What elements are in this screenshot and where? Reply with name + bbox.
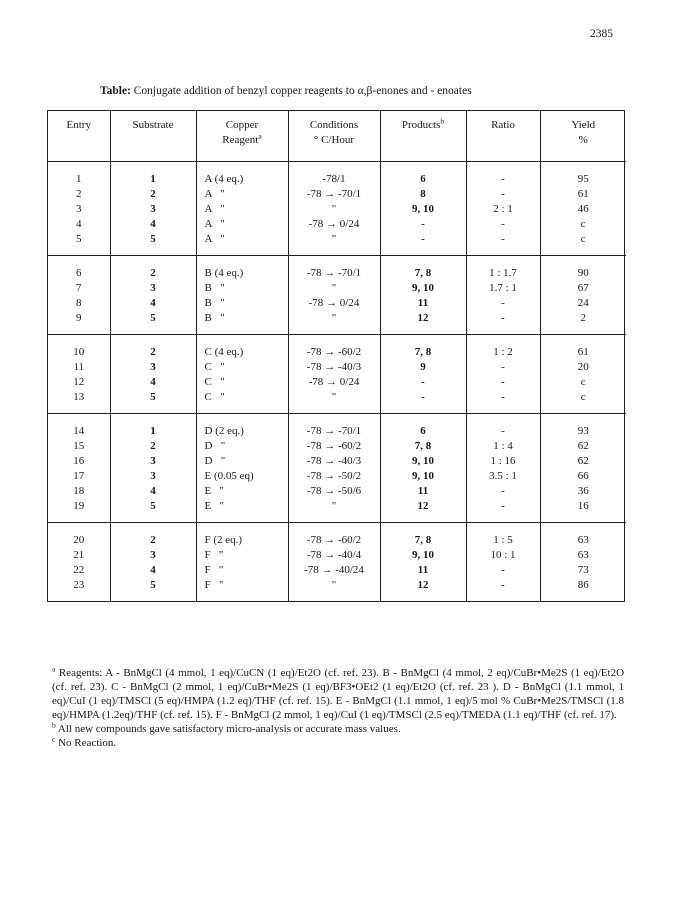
table-cell: - <box>466 232 540 256</box>
table-cell: - <box>380 375 466 390</box>
table-cell: 15 <box>73 439 85 452</box>
table-cell: 4 <box>76 217 82 230</box>
table-cell: B (4 eq.) <box>196 255 288 281</box>
table-cell: 3 <box>110 281 196 296</box>
table-cell: 1 <box>110 161 196 187</box>
column-header <box>196 111 288 161</box>
table-cell: c <box>540 375 626 390</box>
table-cell: 1 : 1.7 <box>466 255 540 281</box>
table-cell: - <box>380 232 466 256</box>
table-cell: -78 → 0/24 <box>288 296 380 311</box>
table-header-row <box>48 111 626 161</box>
table-cell: C " <box>196 360 288 375</box>
table-cell: " <box>288 281 380 296</box>
table-cell: 3 <box>76 202 82 215</box>
table-cell: F " <box>196 563 288 578</box>
table-cell: 23 <box>73 578 85 591</box>
footnote-b <box>52 722 624 736</box>
table-cell: 5 <box>110 499 196 523</box>
table-cell: 3 <box>110 548 196 563</box>
column-header-label: Entry <box>66 119 91 131</box>
table-cell: 12 <box>380 311 466 335</box>
table-cell: 5 <box>76 232 82 245</box>
table-cell: 12 <box>380 578 466 601</box>
table-row <box>48 522 626 548</box>
table-cell: 16 <box>73 454 85 467</box>
table-cell: 1.7 : 1 <box>466 281 540 296</box>
table-cell: 9 <box>76 311 82 324</box>
table-cell: - <box>466 296 540 311</box>
table-cell: - <box>466 484 540 499</box>
table-row <box>48 484 626 499</box>
table-cell: 63 <box>540 522 626 548</box>
table-cell: -78 → -60/2 <box>288 522 380 548</box>
table-cell: 3 <box>110 360 196 375</box>
footnote-a <box>52 666 624 722</box>
column-header-label: Yield <box>571 119 596 131</box>
table-cell: 2 <box>110 255 196 281</box>
table-cell: 2 <box>110 187 196 202</box>
table-cell: - <box>466 578 540 601</box>
table-cell: -78 → -40/3 <box>288 360 380 375</box>
table-cell: - <box>466 499 540 523</box>
table-cell: - <box>466 311 540 335</box>
table-cell: C (4 eq.) <box>196 334 288 360</box>
footnote-a-mark: a <box>52 664 56 674</box>
table-cell: 67 <box>540 281 626 296</box>
table-row <box>48 439 626 454</box>
table-cell: 4 <box>110 217 196 232</box>
table-cell: - <box>466 390 540 414</box>
table-cell: " <box>288 311 380 335</box>
table-cell: E " <box>196 484 288 499</box>
column-header-label: Copper <box>225 119 259 131</box>
table-cell: -78 → -40/24 <box>288 563 380 578</box>
table-row <box>48 161 626 187</box>
table-cell: -78 → -70/1 <box>288 413 380 439</box>
table-cell: B " <box>196 311 288 335</box>
table-cell: 16 <box>540 499 626 523</box>
column-header-footnote-mark: b <box>440 116 445 126</box>
table-row <box>48 296 626 311</box>
table-cell: 11 <box>380 563 466 578</box>
table-cell: -78 → -60/2 <box>288 334 380 360</box>
table-cell: C " <box>196 375 288 390</box>
table-cell: 7, 8 <box>380 439 466 454</box>
table-cell: - <box>466 187 540 202</box>
table-cell: -78 → -50/2 <box>288 469 380 484</box>
table-cell: D " <box>196 454 288 469</box>
table-cell: A " <box>196 232 288 256</box>
table-cell: 2 <box>110 334 196 360</box>
table-cell: B " <box>196 296 288 311</box>
table-cell: C " <box>196 390 288 414</box>
table-cell: 2 <box>540 311 626 335</box>
table-cell: 8 <box>380 187 466 202</box>
column-header-sublabel: Reagent <box>222 134 259 146</box>
footnote-b-text: All new compounds gave satisfactory micro-analysis or accurate mass values. <box>57 723 401 735</box>
table-cell: 9, 10 <box>380 454 466 469</box>
table-cell: 62 <box>540 439 626 454</box>
table-cell: 2 <box>110 522 196 548</box>
table-cell: A " <box>196 202 288 217</box>
table-cell: 24 <box>540 296 626 311</box>
table-cell: - <box>380 217 466 232</box>
table-cell: 20 <box>540 360 626 375</box>
table-cell: 1 : 16 <box>466 454 540 469</box>
footnote-c-mark: c <box>52 734 56 744</box>
table-cell: 9 <box>380 360 466 375</box>
table-cell: -78 → -60/2 <box>288 439 380 454</box>
table-cell: 86 <box>540 578 626 601</box>
table-cell: 93 <box>540 413 626 439</box>
column-header <box>110 111 196 161</box>
table-cell: 1 : 2 <box>466 334 540 360</box>
table-cell: 1 <box>76 172 82 185</box>
table-cell: 9, 10 <box>380 202 466 217</box>
table-cell: - <box>466 563 540 578</box>
table-cell: c <box>540 217 626 232</box>
table-cell: 14 <box>73 424 85 437</box>
table-cell: 21 <box>73 548 85 561</box>
table-cell: 4 <box>110 296 196 311</box>
table-cell: " <box>288 202 380 217</box>
table-cell: F " <box>196 578 288 601</box>
column-header-footnote-mark: a <box>258 131 262 141</box>
results-table <box>47 110 625 602</box>
table-cell: 1 : 4 <box>466 439 540 454</box>
table-cell: 3 <box>110 454 196 469</box>
table-cell: 2 <box>76 187 82 200</box>
column-header-sublabel: % <box>578 134 588 146</box>
table-cell: 11 <box>73 360 85 373</box>
table-cell: -78 → 0/24 <box>288 217 380 232</box>
table-cell: 1 : 5 <box>466 522 540 548</box>
footnotes <box>52 666 624 750</box>
table-cell: - <box>466 413 540 439</box>
table-cell: 6 <box>380 413 466 439</box>
footnote-a-text: Reagents: A - BnMgCl (4 mmol, 1 eq)/CuCN (1 eq)/Et2O (cf. ref. 23). B - BnMgCl (4 mmol, 2 eq)/CuBr•Me2S (1 eq)/Et2O (cf. ref. 23). C - BnMgCl (2 mmol, 1 eq)/CuBr•Me2S (1 eq)/BF3•OEt2 (1 eq)/Et2O (cf. ref. 23 ). D - BnMgCl (1.1 mmol, 1 eq)/CuI (1 eq)/TMSCl (5 eq)/HMPA (1.2 eq)/THF (cf. ref. 15). E - BnMgCl (1.1 mmol, 1 eq)/5 mol % CuBr•Me2S/TMSCl (1.8 eq)/HMPA (1.2eq)/THF (cf. ref. 15). F - BnMgCl (2 mmol, 1 eq)/CuI (1 eq)/TMSCl (2.5 eq)/TMEDA (1.1 eq)/THF (cf. ref. 17). <box>52 667 625 721</box>
table-cell: 66 <box>540 469 626 484</box>
table-row <box>48 548 626 563</box>
footnote-c-text: No Reaction. <box>58 737 117 749</box>
table-cell: 4 <box>110 375 196 390</box>
column-header-label: Conditions <box>309 119 359 131</box>
table-cell: " <box>288 578 380 601</box>
table-cell: - <box>380 390 466 414</box>
table-cell: 4 <box>110 484 196 499</box>
table-cell: E (0.05 eq) <box>196 469 288 484</box>
table-cell: - <box>466 217 540 232</box>
table-cell: - <box>466 375 540 390</box>
column-header <box>380 111 466 161</box>
table-cell: B " <box>196 281 288 296</box>
table-cell: 1 <box>110 413 196 439</box>
table-cell: 13 <box>73 390 85 403</box>
table-cell: -78 → -40/3 <box>288 454 380 469</box>
table-cell: D (2 eq.) <box>196 413 288 439</box>
table-cell: A (4 eq.) <box>196 161 288 187</box>
table-row <box>48 217 626 232</box>
table-cell: E " <box>196 499 288 523</box>
table-cell: " <box>288 232 380 256</box>
table-cell: c <box>540 232 626 256</box>
column-header-label: Products <box>401 119 441 131</box>
table-cell: 3.5 : 1 <box>466 469 540 484</box>
column-header <box>48 111 110 161</box>
table-row <box>48 202 626 217</box>
column-header <box>288 111 380 161</box>
table-cell: -78 → 0/24 <box>288 375 380 390</box>
column-header <box>466 111 540 161</box>
table-cell: " <box>288 499 380 523</box>
table-cell: c <box>540 390 626 414</box>
table-cell: 9, 10 <box>380 548 466 563</box>
table-cell: 7, 8 <box>380 522 466 548</box>
table-cell: 6 <box>380 161 466 187</box>
caption-label: Table: <box>100 85 131 97</box>
table-cell: 12 <box>380 499 466 523</box>
table-cell: 5 <box>110 390 196 414</box>
table-cell: 90 <box>540 255 626 281</box>
table-cell: - <box>466 161 540 187</box>
table-cell: -78/1 <box>288 161 380 187</box>
table-cell: -78 → -70/1 <box>288 255 380 281</box>
table-row <box>48 334 626 360</box>
table-cell: 36 <box>540 484 626 499</box>
table-cell: 2 : 1 <box>466 202 540 217</box>
table-cell: 11 <box>380 484 466 499</box>
column-header <box>540 111 626 161</box>
page-number: 2385 <box>590 28 613 40</box>
table-cell: 12 <box>73 375 85 388</box>
table-row <box>48 375 626 390</box>
table-row <box>48 311 626 335</box>
table-cell: -78 → -70/1 <box>288 187 380 202</box>
table-cell: 3 <box>110 202 196 217</box>
table-row <box>48 578 626 601</box>
table-cell: 7, 8 <box>380 255 466 281</box>
table-cell: F " <box>196 548 288 563</box>
table-cell: -78 → -40/4 <box>288 548 380 563</box>
table-cell: 2 <box>110 439 196 454</box>
column-header-sublabel: ° C/Hour <box>313 134 355 146</box>
table-cell: 8 <box>76 296 82 309</box>
table-row <box>48 390 626 414</box>
table-cell: 62 <box>540 454 626 469</box>
table-row <box>48 413 626 439</box>
table-cell: 5 <box>110 578 196 601</box>
table-cell: 61 <box>540 334 626 360</box>
table-cell: 9, 10 <box>380 469 466 484</box>
table-row <box>48 232 626 256</box>
table-cell: 11 <box>380 296 466 311</box>
table-cell: 5 <box>110 311 196 335</box>
caption-text: Conjugate addition of benzyl copper reagents to α,β-enones and - enoates <box>133 85 472 97</box>
table-cell: 6 <box>76 266 82 279</box>
table-cell: 7 <box>76 281 82 294</box>
table-cell: D " <box>196 439 288 454</box>
table-cell: 10 : 1 <box>466 548 540 563</box>
table-cell: A " <box>196 217 288 232</box>
table-cell: 9, 10 <box>380 281 466 296</box>
table-row <box>48 255 626 281</box>
table-row <box>48 499 626 523</box>
table-caption <box>100 85 472 97</box>
table-row <box>48 469 626 484</box>
footnote-b-mark: b <box>52 720 56 730</box>
table-cell: 5 <box>110 232 196 256</box>
table-cell: 95 <box>540 161 626 187</box>
column-header-label: Substrate <box>132 119 174 131</box>
table-row <box>48 281 626 296</box>
table-cell: 7, 8 <box>380 334 466 360</box>
table-cell: 46 <box>540 202 626 217</box>
table-cell: 20 <box>73 533 85 546</box>
table-cell: 4 <box>110 563 196 578</box>
table-cell: 73 <box>540 563 626 578</box>
table-cell: 61 <box>540 187 626 202</box>
table-cell: 3 <box>110 469 196 484</box>
table-cell: 17 <box>73 469 85 482</box>
table-cell: -78 → -50/6 <box>288 484 380 499</box>
table-cell: A " <box>196 187 288 202</box>
table-cell: - <box>466 360 540 375</box>
column-header-label: Ratio <box>491 119 515 131</box>
table-cell: 22 <box>73 563 85 576</box>
table-cell: F (2 eq.) <box>196 522 288 548</box>
table-row <box>48 563 626 578</box>
table-cell: " <box>288 390 380 414</box>
table-row <box>48 454 626 469</box>
table-row <box>48 187 626 202</box>
table-cell: 10 <box>73 345 85 358</box>
footnote-c <box>52 736 624 750</box>
table-row <box>48 360 626 375</box>
table-cell: 18 <box>73 484 85 497</box>
table-cell: 19 <box>73 499 85 512</box>
table-cell: 63 <box>540 548 626 563</box>
table-body <box>48 161 626 601</box>
